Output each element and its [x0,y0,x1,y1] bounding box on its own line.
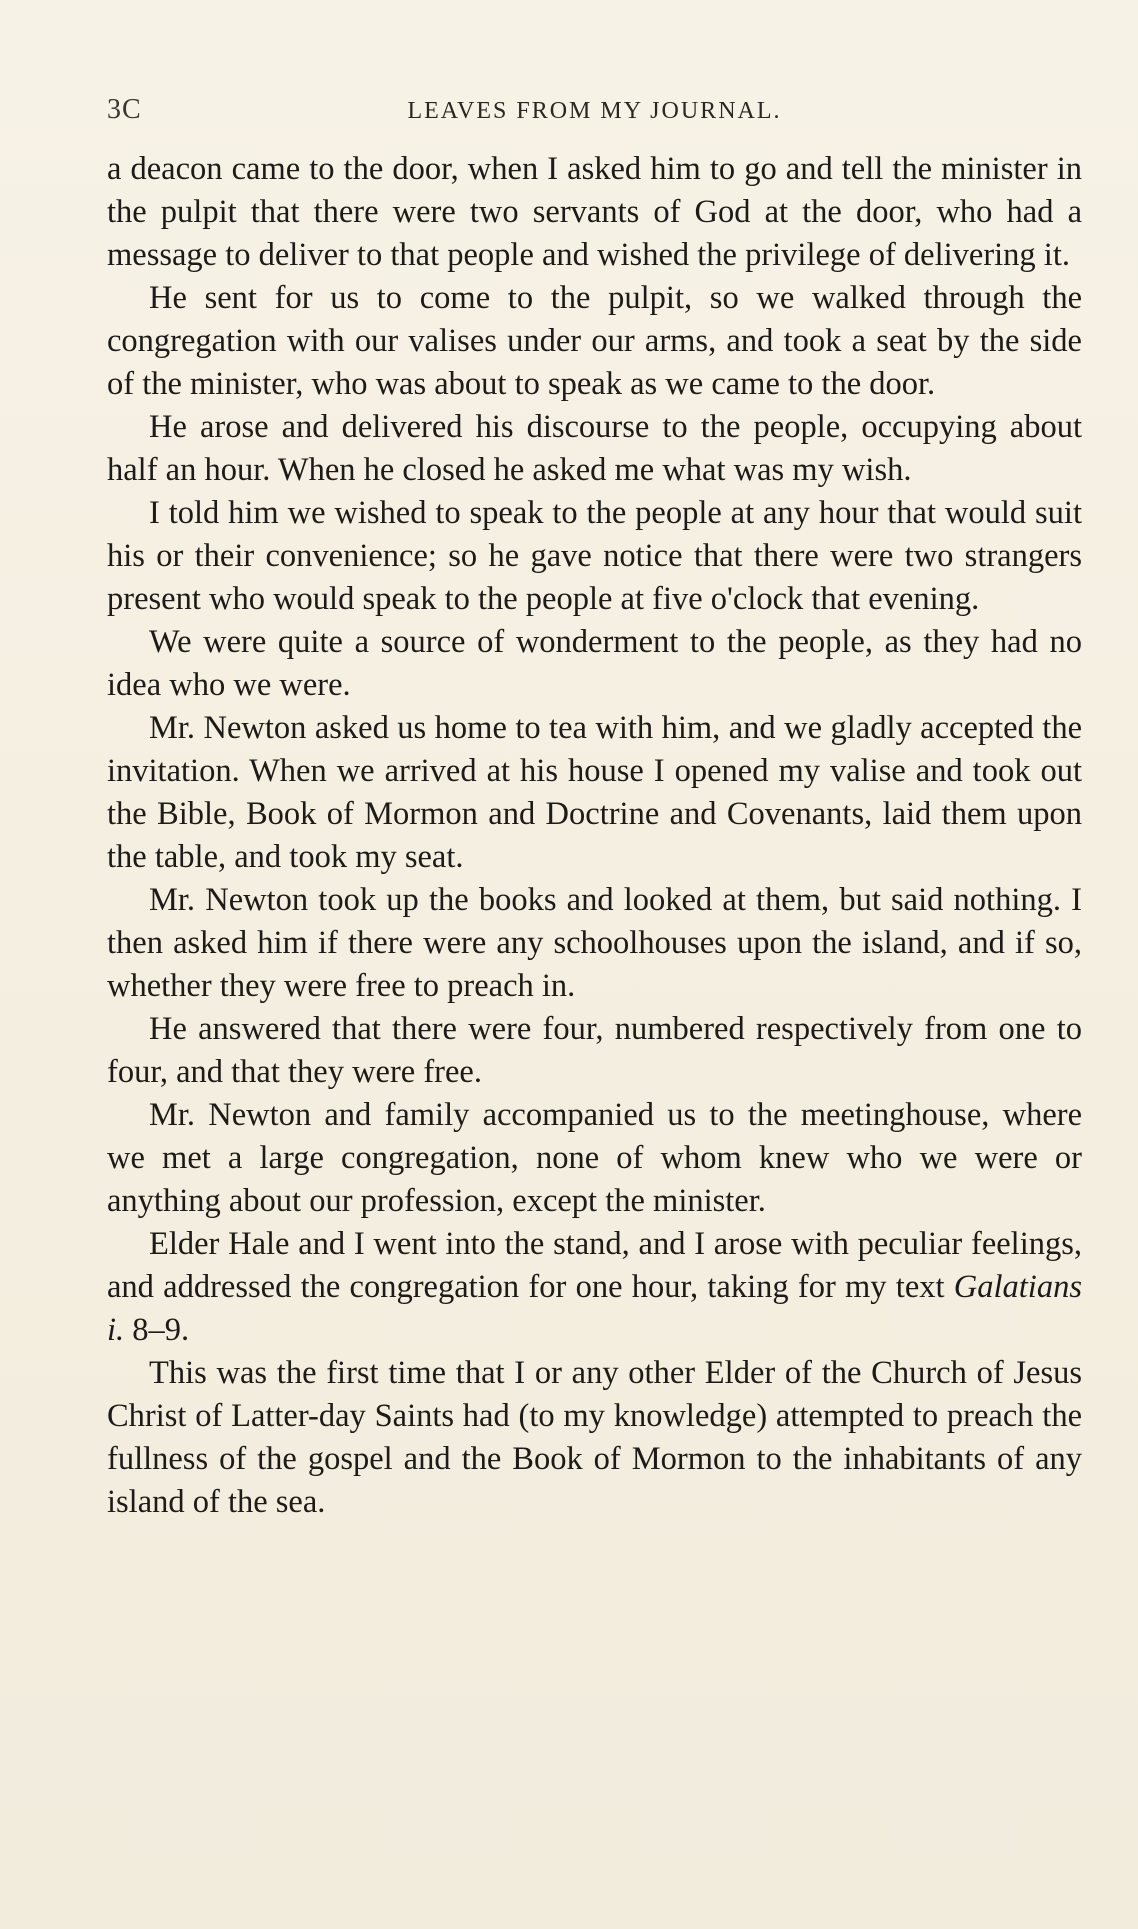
scripture-verses: 8–9. [124,1312,190,1348]
running-title: LEAVES FROM MY JOURNAL. [407,98,782,124]
scripture-reference: Galatians i. [107,1269,1082,1348]
paragraph-1: a deacon came to the door, when I asked him to go and tell the minister in the pulpit that there were two servants of God at the door, who had a message to deliver to that people and wished the privilege of delivering it. [107,151,1082,273]
paragraph-8: He answered that there were four, numbered respectively from one to four, and that they were free. [107,1011,1082,1090]
page-header [107,94,1082,134]
paragraph-4: I told him we wished to speak to the people at any hour that would suit his or their convenience; so he gave notice that there were two strangers present who would speak to the people at five o'clock that evening. [107,495,1082,617]
paragraph-10-text: Elder Hale and I went into the stand, and I arose with peculiar feelings, and addressed the congregation for one hour, taking for my text [107,1226,1082,1305]
paragraph-11: This was the first time that I or any other Elder of the Church of Jesus Christ of Latter-day Saints had (to my knowledge) attempted to preach the fullness of the gospel and the Book of Mormon to the inhabitants of any island of the sea. [107,1355,1082,1520]
paragraph-5: We were quite a source of wonderment to the people, as they had no idea who we were. [107,624,1082,703]
paragraph-6: Mr. Newton asked us home to tea with him, and we gladly accepted the invitation. When we arrived at his house I opened my valise and took out the Bible, Book of Mormon and Doctrine and Covenants, laid them upon the table, and took my seat. [107,710,1082,875]
paragraph-2: He sent for us to come to the pulpit, so we walked through the congregation with our valises under our arms, and took a seat by the side of the minister, who was about to speak as we came to the door. [107,280,1082,402]
paragraph-10 [107,1223,1082,1352]
paragraph-3: He arose and delivered his discourse to the people, occupying about half an hour. When he closed he asked me what was my wish. [107,409,1082,488]
page-number: 3C [107,94,142,125]
paragraph-7: Mr. Newton took up the books and looked at them, but said nothing. I then asked him if there were any schoolhouses upon the island, and if so, whether they were free to preach in. [107,882,1082,1004]
body-text [107,148,1082,1524]
paragraph-9: Mr. Newton and family accompanied us to the meetinghouse, where we met a large congregation, none of whom knew who we were or anything about our profession, except the minister. [107,1097,1082,1219]
